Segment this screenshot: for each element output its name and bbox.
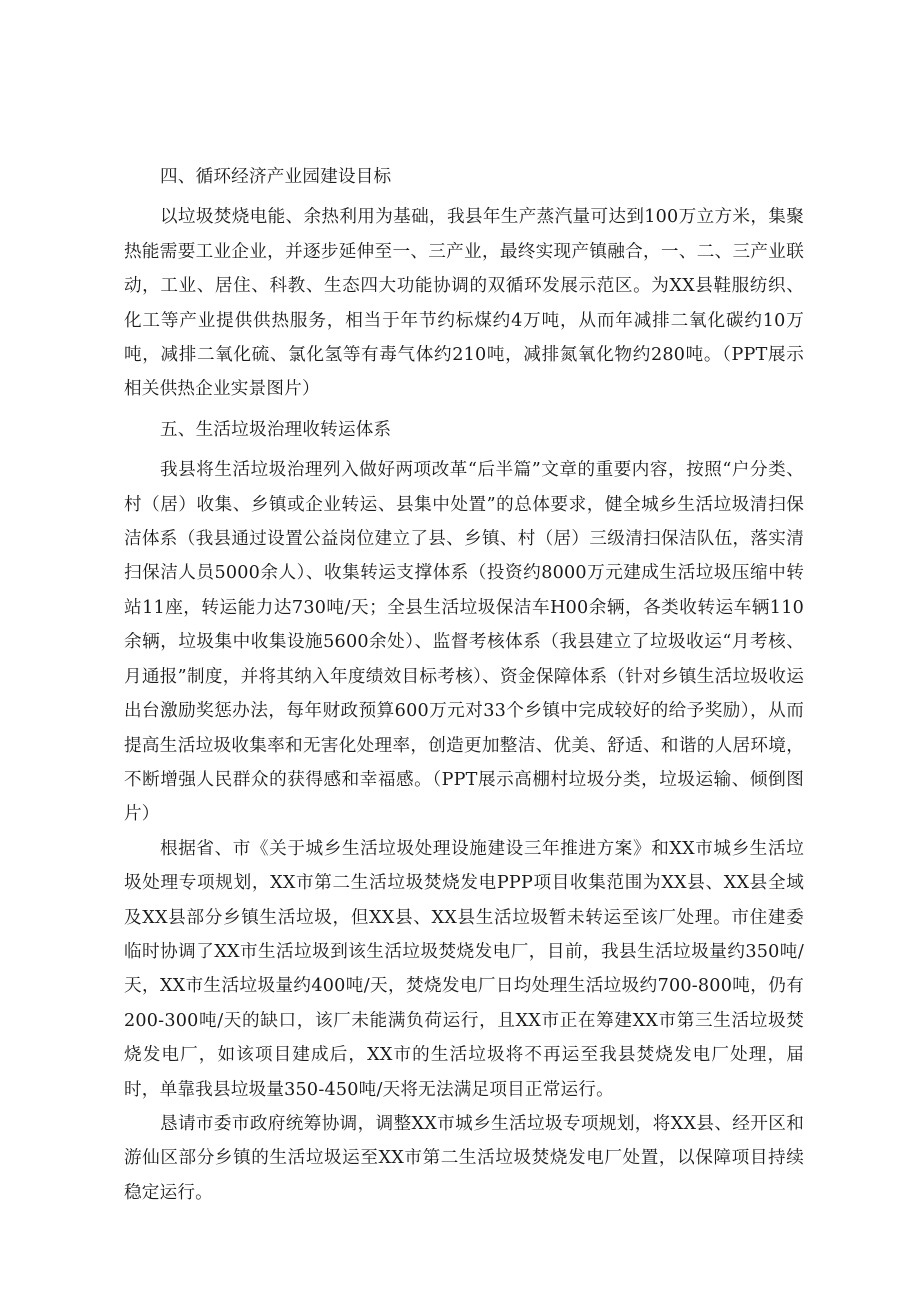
section-5-paragraph-3: 恳请市委市政府统筹协调，调整XX市城乡生活垃圾专项规划，将XX县、经开区和游仙区部分乡镇的生活垃圾运至XX市第二生活垃圾焚烧发电厂处置，以保障项目持续稳定运行。 <box>124 1113 804 1203</box>
section-5-paragraph-1: 我县将生活垃圾治理列入做好两项改革“后半篇”文章的重要内容，按照“户分类、村（居）收集、乡镇或企业转运、县集中处置”的总体要求，健全城乡生活垃圾清扫保洁体系（我县通过设置公益岗位建立了县、乡镇、村（居）三级清扫保洁队伍，落实清扫保洁人员5000余人）、收集转运支撑体系（投资约8000万元建成生活垃圾压缩中转站11座，转运能力达730吨/天；全县生活垃圾保洁车H00余辆，各类收转运车辆110余辆，垃圾集中收集设施5600余处）、监督考核体系（我县建立了垃圾收运“月考核、月通报”制度，并将其纳入年度绩效目标考核）、资金保障体系（针对乡镇生活垃圾收运出台激励奖惩办法，每年财政预算600万元对33个乡镇中完成较好的给予奖励），从而提高生活垃圾收集率和无害化处理率，创造更加整洁、优美、舒适、和谐的人居环境，不断增强人民群众的获得感和幸福感。（PPT展示高棚村垃圾分类，垃圾运输、倾倒图片） <box>124 460 804 825</box>
section-4-paragraph: 以垃圾焚烧电能、余热利用为基础，我县年生产蒸汽量可达到100万立方米，集聚热能需要工业企业，并逐步延伸至一、三产业，最终实现产镇融合，一、二、三产业联动，工业、居住、科教、生态四大功能协调的双循环发展示范区。为XX县鞋服纺织、化工等产业提供供热服务，相当于年节约标煤约4万吨，从而年减排二氧化碳约10万吨，减排二氧化硫、氯化氢等有毒气体约210吨，减排氮氧化物约280吨。（PPT展示相关供热企业实景图片） <box>124 207 804 400</box>
section-4-heading: 四、循环经济产业园建设目标 <box>160 167 392 187</box>
section-5-heading: 五、生活垃圾治理收转运体系 <box>160 419 392 440</box>
document-page <box>124 160 804 1210</box>
section-5-paragraph-2: 根据省、市《关于城乡生活垃圾处理设施建设三年推进方案》和XX市城乡生活垃圾处理专项规划，XX市第二生活垃圾焚烧发电PPP项目收集范围为XX县、XX县全域及XX县部分乡镇生活垃圾，但XX县、XX县生活垃圾暂未转运至该厂处理。市住建委临时协调了XX市生活垃圾到该生活垃圾焚烧发电厂，目前，我县生活垃圾量约350吨/天，XX市生活垃圾量约400吨/天，焚烧发电厂日均处理生活垃圾约700-800吨，仍有200-300吨/天的缺口，该厂未能满负荷运行，且XX市正在筹建XX市第三生活垃圾焚烧发电厂，如该项目建成后，XX市的生活垃圾将不再运至我县焚烧发电厂处理，届时，单靠我县垃圾量350-450吨/天将无法满足项目正常运行。 <box>124 838 804 1100</box>
